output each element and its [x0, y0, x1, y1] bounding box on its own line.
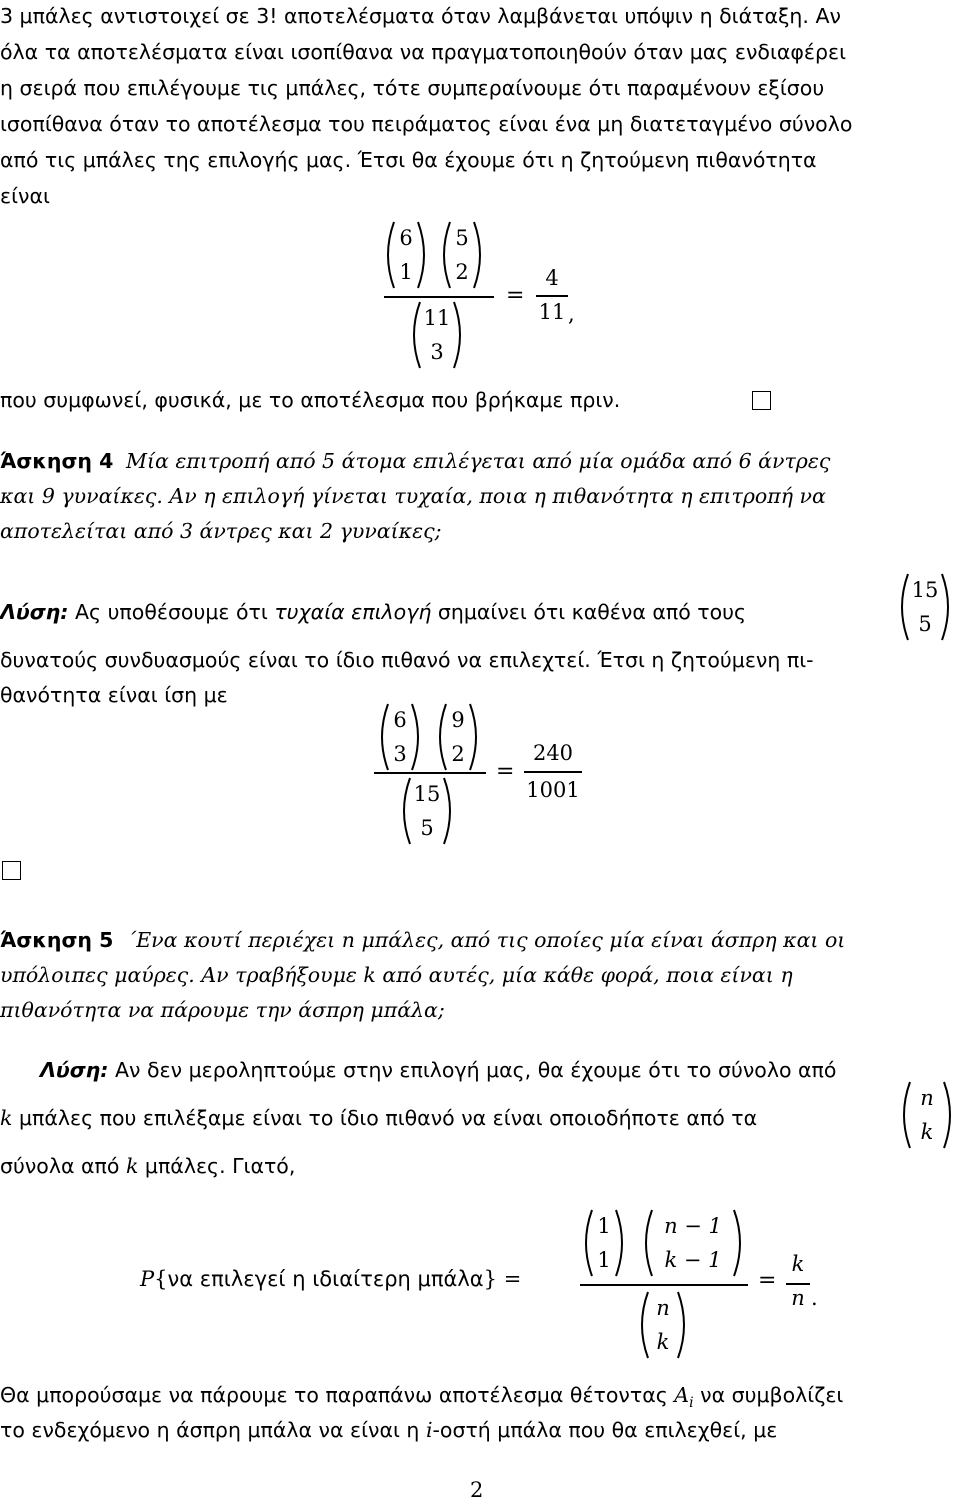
fraction-bar — [580, 1284, 748, 1286]
text-line: και 9 γυναίκες. Αν η επιλογή γίνεται τυχαία, ποια η πιθανότητα η επιτροπή να — [0, 484, 826, 508]
exercise-4: Άσκηση 4 Μία επιτροπή από 5 άτομα επιλέγεται από μία ομάδα από 6 άντρες — [0, 449, 831, 473]
text-line: k μπάλες που επιλέξαμε είναι το ίδιο πιθανό να είναι οποιοδήποτε από τα — [0, 1106, 758, 1130]
solution-5: Λύση: Αν δεν μεροληπτούμε στην επιλογή μας, θα έχουμε ότι το σύνολο από — [40, 1058, 837, 1082]
exercise-label: Άσκηση 4 — [0, 449, 114, 473]
binomial: n − 1 k − 1 — [642, 1206, 744, 1280]
binomial: 1 1 — [582, 1206, 626, 1280]
text-line: Θα μπορούσαμε να πάρουμε το παραπάνω αποτέλεσμα θέτοντας $A_i$ να συμβολίζει — [0, 1383, 844, 1412]
fraction-bar — [524, 771, 582, 773]
text-line: θανότητα είναι ίση με — [0, 683, 228, 707]
qed-box-icon — [2, 861, 21, 880]
binomial: 15 5 — [898, 570, 952, 644]
text-line: ισοπίθανα όταν το αποτέλεσμα του πειράματος είναι ένα μη διατεταγμένο σύνολο — [0, 112, 853, 136]
binomial: 9 2 — [436, 700, 480, 774]
solution-label: Λύση: — [40, 1058, 109, 1082]
binomial: 15 5 — [400, 774, 454, 848]
solution-4: Λύση: Ας υποθέσουμε ότι τυχαία επιλογή σημαίνει ότι καθένα από τους — [0, 600, 747, 624]
fraction-bar — [536, 295, 568, 297]
equals-sign: = — [506, 283, 525, 308]
binomial: n k — [900, 1078, 954, 1152]
binomial: n k — [638, 1288, 688, 1362]
exercise-label: Άσκηση 5 — [0, 928, 114, 952]
fraction-bar — [786, 1283, 810, 1285]
equals-sign: = — [758, 1268, 777, 1293]
text-line: δυνατούς συνδυασμούς είναι το ίδιο πιθανό να επιλεχτεί. Έτσι η ζητούμενη πι- — [0, 648, 814, 672]
solution-label: Λύση: — [0, 600, 69, 624]
binomial: 6 3 — [378, 700, 422, 774]
exercise-5: Άσκηση 5 ΄Ενα κουτί περιέχει n μπάλες, από τις οποίες μία είναι άσπρη και οι — [0, 928, 846, 952]
binomial: 11 3 — [410, 298, 464, 372]
text-line: από τις μπάλες της επιλογής μας. Έτσι θα έχουμε ότι η ζητούμενη πιθανότητα — [0, 148, 817, 172]
text-line: το ενδεχόμενο η άσπρη μπάλα να είναι η i-οστή μπάλα που θα επιλεχθεί, με — [0, 1418, 778, 1442]
qed-box-icon — [752, 391, 771, 410]
binomial: 6 1 — [384, 218, 428, 292]
text-line: 3 μπάλες αντιστοιχεί σε 3! αποτελέσματα όταν λαμβάνεται υπόψιν η διάταξη. Αν — [0, 4, 841, 28]
page-number: 2 — [470, 1478, 484, 1502]
equals-sign: = — [496, 759, 515, 784]
text-line: όλα τα αποτελέσματα είναι ισοπίθανα να πραγματοποιηθούν όταν μας ενδιαφέρει — [0, 40, 847, 64]
binomial: 5 2 — [440, 218, 484, 292]
text-line: υπόλοιπες μαύρες. Αν τραβήξουμε k από αυτές, μία κάθε φορά, ποια είναι η — [0, 963, 793, 987]
probability-expression: P{να επιλεγεί η ιδιαίτερη μπάλα} = — [140, 1267, 522, 1291]
text-line: που συμφωνεί, φυσικά, με το αποτέλεσμα που βρήκαμε πριν. — [0, 388, 621, 412]
text-line: σύνολα από k μπάλες. Γιατό, — [0, 1154, 296, 1178]
text-line: είναι — [0, 184, 50, 208]
text-line: αποτελείται από 3 άντρες και 2 γυναίκες; — [0, 519, 442, 543]
text-line: η σειρά που επιλέγουμε τις μπάλες, τότε συμπεραίνουμε ότι παραμένουν εξίσου — [0, 76, 825, 100]
text-line: πιθανότητα να πάρουμε την άσπρη μπάλα; — [0, 998, 445, 1022]
